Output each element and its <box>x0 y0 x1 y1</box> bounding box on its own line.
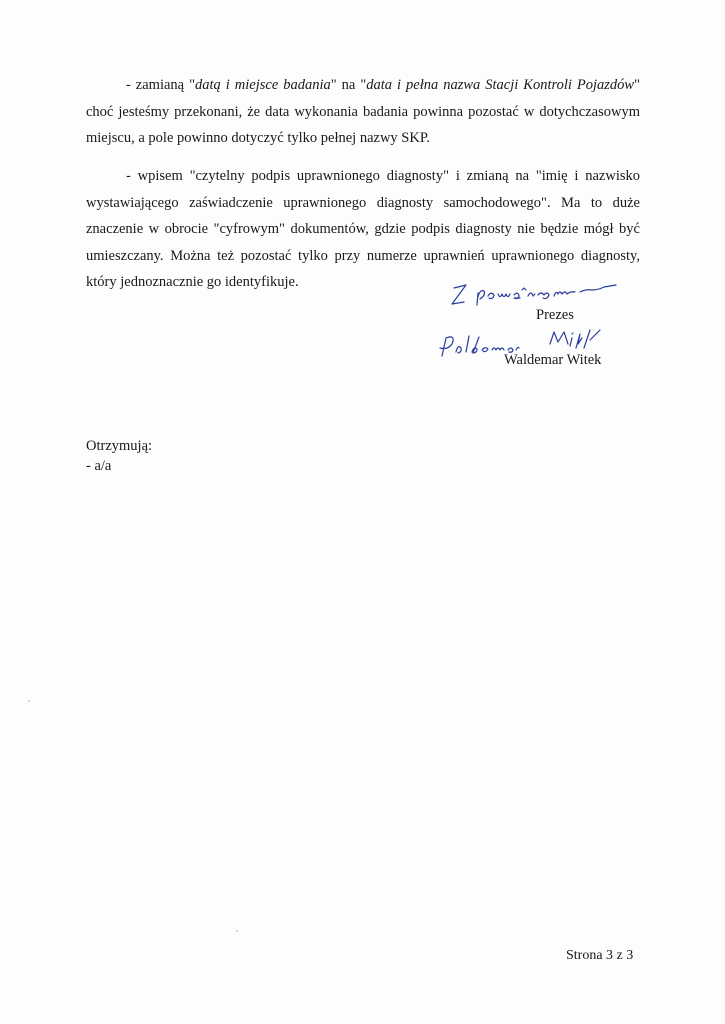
signatory-name: Waldemar Witek <box>504 352 602 368</box>
recipients-label: Otrzymują: <box>86 438 153 454</box>
recipient-item: - a/a <box>86 458 112 474</box>
recipients-section <box>86 436 152 476</box>
para1-text-a: - zamianą " <box>126 77 196 93</box>
signature-block <box>420 282 640 382</box>
para1-text-e: " choć jesteśmy przekonani, że data wykonania badania powinna pozostać w dotychczasowym miejscu, a pole powinno dotyczyć tylko pełnej nazwy SKP. <box>86 77 640 146</box>
paragraph-signature-change <box>86 163 640 296</box>
para1-italic-old-field: datą i miejsce badania <box>195 77 331 93</box>
scan-speck <box>236 930 238 932</box>
scan-speck <box>28 700 30 702</box>
para1-text-c: " na " <box>330 77 367 93</box>
signatory-title: Prezes <box>536 307 574 323</box>
page-number: Strona 3 z 3 <box>566 948 634 963</box>
para1-italic-new-field: data i pełna nazwa Stacji Kontroli Pojazdów <box>366 77 635 93</box>
para2-text: - wpisem "czytelny podpis uprawnionego diagnosty" i zmianą na "imię i nazwisko wystawiającego zaświadczenie uprawnionego diagnosty samochodowego". Ma to duże znaczenie w obrocie "cyfrowym" dokumentów, gdzie podpis diagnosty nie będzie mógł być umieszczany. Można też pozostać tylko przy numerze uprawnień uprawnionego diagnosty, który jednoznacznie go identyfikuje. <box>86 168 640 290</box>
paragraph-date-place-change <box>86 72 640 152</box>
